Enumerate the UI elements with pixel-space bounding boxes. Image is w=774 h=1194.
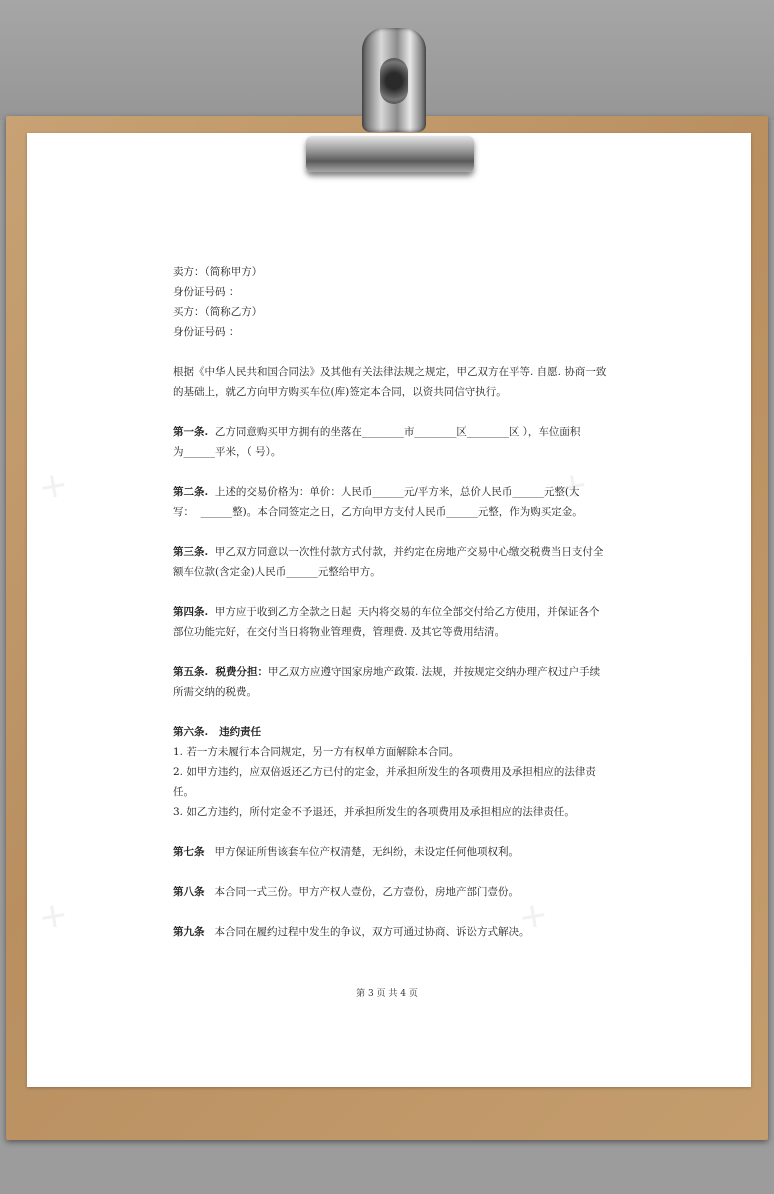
article-3 (173, 542, 613, 582)
article-heading: 第七条 (173, 846, 205, 858)
contract-text (173, 262, 613, 942)
article-text: 3. 如乙方违约，所付定金不予退还，并承担所发生的各项费用及承担相应的法律责任。 (173, 806, 575, 818)
article-text: 1. 若一方未履行本合同规定，另一方有权单方面解除本合同。 (173, 746, 460, 758)
article-text: 任。 (173, 786, 194, 798)
article-4 (173, 602, 613, 642)
preamble-line: 根据《中华人民共和国合同法》及其他有关法律法规之规定，甲乙双方在平等. 自愿. 协商一致 (173, 366, 607, 378)
article-heading: 第四条. (173, 606, 209, 618)
article-text: 写： ______整)。本合同签定之日，乙方向甲方支付人民币______元整，作为购买定金。 (173, 506, 583, 518)
article-5 (173, 662, 613, 702)
article-heading: 第八条 (173, 886, 205, 898)
article-text: 本合同一式三份。甲方产权人壹份，乙方壹份，房地产部门壹份。 (214, 886, 520, 898)
article-text: 乙方同意购买甲方拥有的坐落在________市________区________区 ），车位面积 (214, 426, 581, 438)
buyer-line: 买方：（简称乙方） (173, 306, 263, 318)
article-text: 部位功能完好，在交付当日将物业管理费，管理费. 及其它等费用结清。 (173, 626, 506, 638)
article-heading: 第二条. (173, 486, 209, 498)
article-8 (173, 882, 613, 902)
article-heading: 第六条. 违约责任 (173, 726, 262, 738)
article-text: 甲方应于收到乙方全款之日起 天内将交易的车位全部交付给乙方使用，并保证各个 (214, 606, 600, 618)
article-text: 为______平米，（ 号）。 (173, 446, 282, 458)
article-text: 额车位款(含定金)人民币______元整给甲方。 (173, 566, 381, 578)
article-6 (173, 722, 613, 822)
article-heading: 第五条. 税费分担： (173, 666, 268, 678)
article-9 (173, 922, 613, 942)
article-text: 本合同在履约过程中发生的争议，双方可通过协商、诉讼方式解决。 (214, 926, 530, 938)
article-text: 所需交纳的税费。 (173, 686, 257, 698)
seller-line: 卖方：（简称甲方） (173, 266, 263, 278)
article-1 (173, 422, 613, 462)
article-text: 甲乙双方同意以一次性付款方式付款，并约定在房地产交易中心缴交税费当日支付全 (214, 546, 604, 558)
article-heading: 第一条. (173, 426, 209, 438)
preamble-line: 的基础上，就乙方向甲方购买车位(库)签定本合同，以资共同信守执行。 (173, 386, 507, 398)
clip-plate (306, 136, 474, 172)
buyer-id-line: 身份证号码 ： (173, 326, 240, 338)
article-7 (173, 842, 613, 862)
article-text: 甲方保证所售该套车位产权清楚，无纠纷，未设定任何他项权利。 (214, 846, 520, 858)
page-number: 第 3 页 共 4 页 (356, 989, 418, 999)
seller-id-line: 身份证号码 ： (173, 286, 240, 298)
binder-clip (306, 28, 474, 178)
article-heading: 第三条. (173, 546, 209, 558)
article-text: 上述的交易价格为：单价：人民币______元/平方米，总价人民币______元整(大 (214, 486, 580, 498)
article-text: 甲乙双方应遵守国家房地产政策. 法规，并按规定交纳办理产权过户手续 (267, 666, 601, 678)
article-heading: 第九条 (173, 926, 205, 938)
article-2 (173, 482, 613, 522)
article-text: 2. 如甲方违约，应双倍返还乙方已付的定金，并承担所发生的各项费用及承担相应的法律责 (173, 766, 596, 778)
clip-hole (380, 58, 408, 104)
